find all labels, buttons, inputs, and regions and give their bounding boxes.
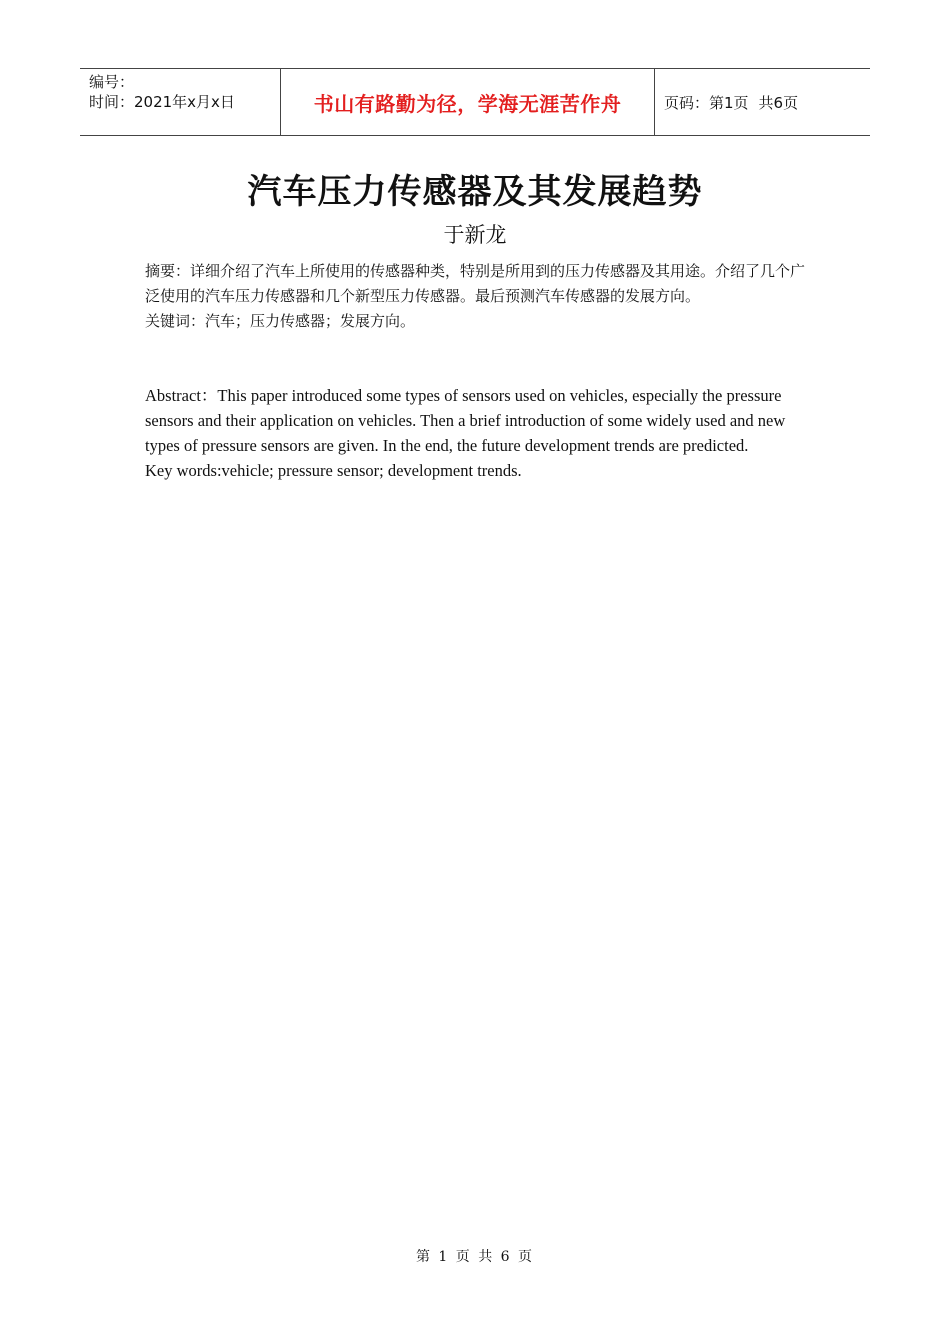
abstract-en: Abstract：This paper introduced some types of sensors used on vehicles, especially the pressure sensors and their application on vehicles. Then a brief introduction of some widely used and new types of pressure sensors are given. In the end, the future development trends are predicted. bbox=[145, 386, 786, 455]
keywords-en: Key words:vehicle; pressure sensor; development trends. bbox=[145, 461, 522, 480]
header-motto-cell bbox=[281, 69, 655, 135]
abstract-cn: 摘要：详细介绍了汽车上所使用的传感器种类，特别是所用到的压力传感器及其用途。介绍了几个广泛使用的汽车压力传感器和几个新型压力传感器。最后预测汽车传感器的发展方向。 bbox=[145, 262, 806, 305]
header-motto: 书山有路勤为径，学海无涯苦作舟 bbox=[313, 91, 622, 116]
keywords-cn: 关键词：汽车；压力传感器；发展方向。 bbox=[145, 312, 416, 330]
document-title: 汽车压力传感器及其发展趋势 bbox=[247, 172, 703, 212]
english-abstract-section bbox=[145, 383, 810, 483]
chinese-abstract-section bbox=[145, 259, 810, 334]
header-page-current: 页码：第1页 bbox=[664, 93, 749, 112]
document-time-label: 时间：2021年x月x日 bbox=[89, 93, 235, 111]
header-table bbox=[80, 68, 870, 136]
document-author: 于新龙 bbox=[443, 223, 507, 247]
document-number-label: 编号： bbox=[89, 73, 135, 91]
header-page-total: 共6页 bbox=[758, 93, 799, 112]
header-meta-cell bbox=[80, 69, 281, 135]
header-page-cell bbox=[655, 69, 870, 135]
page-footer: 第 1 页 共 6 页 bbox=[415, 1249, 535, 1265]
